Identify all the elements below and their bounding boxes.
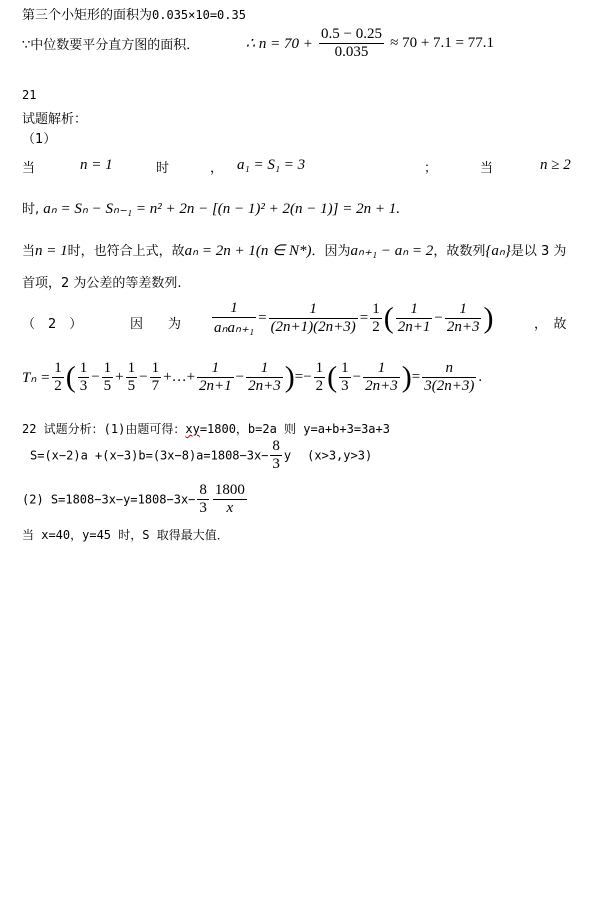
denominator: 2n+3	[365, 378, 398, 394]
numerator: 1	[230, 300, 238, 316]
q22-line-4	[22, 526, 229, 543]
fraction	[150, 360, 162, 395]
fraction	[197, 482, 209, 517]
numerator: 1800	[214, 482, 245, 498]
numerator: 1	[315, 360, 324, 376]
fraction	[126, 360, 138, 395]
fraction	[422, 360, 476, 395]
denominator: 2n+1	[397, 319, 431, 335]
numerator: 1	[127, 360, 136, 376]
part-label	[22, 128, 56, 147]
text: ．因为	[311, 244, 351, 259]
denominator: (2n+1)(2n+3)	[270, 319, 356, 335]
math: n = 1	[80, 157, 113, 173]
text: 时	[156, 161, 170, 176]
text: 22 试题分析：(1)由题可得：	[22, 422, 186, 436]
text: 因	[130, 317, 144, 332]
denominator: 2n+1	[199, 378, 232, 394]
text: 是以 3 为	[510, 244, 567, 259]
q21-line-4	[22, 272, 182, 291]
numerator: 1	[309, 301, 317, 317]
fraction	[396, 301, 433, 336]
text: 为	[168, 317, 182, 332]
q21-line-3	[22, 240, 566, 260]
math: +…+	[163, 369, 196, 385]
denominator: 3	[199, 500, 207, 516]
line-median	[22, 26, 494, 61]
denominator: 0.035	[319, 43, 384, 61]
math: n ≥ 2	[540, 157, 571, 173]
numerator: n	[445, 360, 454, 376]
denominator: 3	[341, 378, 349, 394]
q21-line-6: Tₙ = $\frac{1}{2}$ ( $\frac{1}{3}$ − $\frac{1}{5}$ + $\frac{1}{5}$ − $\frac{1}{7}$ +…+ $\frac{1}{2n+1}$ − $\frac{1}{2n+3}$ )=− $\frac{1}{2}$ ( $\frac{1}{3}$ − $\frac{1}{2n+3}$ )= $\frac{n}{3(2n+3)}$ .	[22, 360, 483, 394]
math: Tₙ =	[22, 370, 51, 386]
text: xy	[185, 422, 200, 436]
denominator: 2	[54, 378, 62, 394]
q21-line-5	[22, 300, 574, 348]
q22-line-1	[22, 420, 390, 437]
fraction	[339, 360, 351, 395]
text: 首项，2 为公差的等差数列.	[22, 276, 182, 291]
numerator: 1	[54, 360, 62, 376]
text: y	[283, 448, 292, 463]
text: 时,	[22, 202, 40, 217]
fraction	[314, 360, 326, 395]
text: ，	[210, 161, 224, 176]
math-lhs: ∴ n = 70 +	[245, 36, 313, 52]
text: （ 2 ）	[22, 317, 83, 332]
numerator: 1	[372, 301, 380, 317]
fraction	[269, 301, 358, 336]
numerator: 1	[459, 301, 467, 317]
numerator: 8	[199, 482, 207, 498]
text-label: ∵中位数要平分直方图的面积．	[22, 38, 200, 53]
math-rhs: ≈ 70 + 7.1 = 77.1	[390, 35, 495, 51]
text: 当	[480, 161, 494, 176]
fraction	[78, 360, 90, 395]
text: (x>3,y>3)	[307, 448, 373, 463]
text: =1800，b=2a 则 y=a+b+3=3a+3	[199, 422, 390, 436]
title: 试题解析：	[22, 112, 88, 127]
fraction	[270, 438, 282, 473]
denominator: 3	[272, 456, 280, 472]
numerator: 1	[79, 360, 88, 376]
numerator: 1	[260, 360, 269, 376]
fraction	[52, 360, 64, 395]
line-area-third-rect	[22, 4, 246, 23]
question-number	[22, 88, 36, 103]
math: aₙ = Sₙ − Sₙ₋₁ = n² + 2n − [(n − 1)² + 2(n − 1)] = 2n + 1.	[43, 201, 400, 217]
denominator: 2	[372, 319, 380, 335]
text: S=(x−2)a +(x−3)b=(3x−8)a=1808−3x−	[30, 448, 269, 463]
q22-line-2	[30, 438, 372, 473]
math: {aₙ}	[485, 243, 511, 259]
denominator: 5	[127, 378, 136, 394]
text-value: 0.035×10=0.35	[152, 8, 246, 22]
denominator: 3	[79, 378, 88, 394]
fraction	[212, 300, 256, 337]
fraction	[213, 482, 247, 517]
numerator: 1	[151, 360, 160, 376]
denominator: 2	[315, 378, 324, 394]
math: aₙ₊₁ − aₙ = 2	[350, 243, 434, 259]
fraction	[363, 360, 400, 395]
denominator: x	[213, 499, 247, 517]
text: ；	[424, 161, 438, 176]
text: 当 x=40，y=45 时，S 取得最大值．	[22, 528, 229, 542]
text-label: 第三个小矩形的面积为	[22, 8, 153, 23]
q21-line-2	[22, 198, 400, 218]
formula-telescoping: $\frac{1}{\text{aₙaₙ₊₁}}$ = $\frac{1}{(2n+1)(2n+3)}$ = $\frac{1}{2}$ ( $\frac{1}{2n+1}$ − $\frac{1}{2n+3}$ )	[214, 300, 494, 336]
denominator: 2n+3	[446, 319, 480, 335]
fraction	[246, 360, 283, 395]
text: ， 故	[534, 317, 567, 332]
fraction	[197, 360, 234, 395]
denominator: aₙaₙ₊₁	[212, 317, 256, 337]
denominator: 7	[151, 378, 160, 394]
text: 当	[22, 161, 36, 176]
q22-line-3	[22, 482, 249, 517]
denominator: 5	[103, 378, 112, 394]
numerator: 1	[410, 301, 418, 317]
numerator: 8	[272, 438, 280, 454]
number: 21	[22, 88, 37, 102]
math: a₁ = S₁ = 3	[237, 157, 306, 173]
fraction	[370, 301, 382, 336]
denominator: 3(2n+3)	[424, 378, 475, 394]
fraction	[319, 26, 384, 61]
math: aₙ = 2n + 1(n ∈ N*)	[184, 243, 312, 259]
text: (2) S=1808−3x−y=1808−3x−	[22, 492, 196, 507]
text: 时，也符合上式，故	[67, 244, 185, 259]
numerator: 0.5 − 0.25	[321, 26, 382, 42]
fraction	[102, 360, 114, 395]
numerator: 1	[103, 360, 112, 376]
fraction	[445, 301, 482, 336]
analysis-title	[22, 108, 87, 127]
numerator: 1	[211, 360, 220, 376]
numerator: 1	[377, 360, 386, 376]
math: n = 1	[35, 243, 68, 259]
denominator: 2n+3	[248, 378, 281, 394]
text: ，故数列	[433, 244, 486, 259]
text: 当	[22, 244, 36, 259]
part: （1）	[22, 132, 57, 147]
numerator: 1	[341, 360, 349, 376]
